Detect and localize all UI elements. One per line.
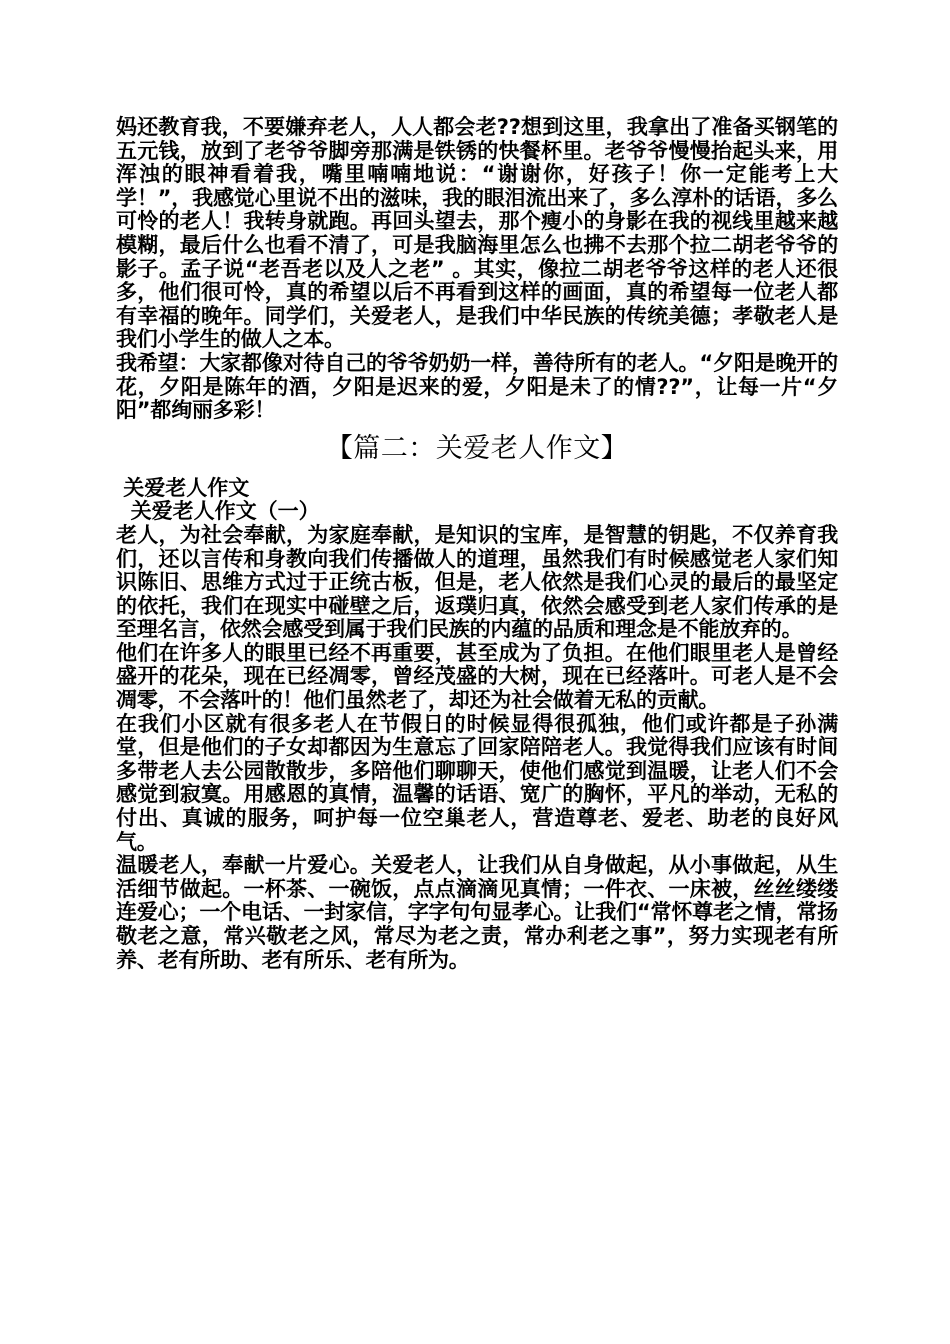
body-paragraph: 我希望：大家都像对待自己的爷爷奶奶一样，善待所有的老人。“夕阳是晚开的花，夕阳是陈年的酒，夕阳是迟来的爱，夕阳是未了的情??”，让每一片“夕阳”都绚丽多彩！ — [116, 350, 838, 423]
body-paragraph: 老人，为社会奉献，为家庭奉献，是知识的宝库，是智慧的钥匙，不仅养育我们，还以言传和身教向我们传播做人的道理，虽然我们有时候感觉老人家们知识陈旧、思维方式过于正统古板，但是，老人依然是我们心灵的最后的最坚定的依托，我们在现实中碰壁之后，返璞归真，依然会感受到老人家们传承的是至理名言，依然会感受到属于我们民族的内蕴的品质和理念是不能放弃的。 — [116, 522, 838, 642]
body-paragraph: 他们在许多人的眼里已经不再重要，甚至成为了负担。在他们眼里老人是曾经盛开的花朵，现在已经凋零，曾经茂盛的大树，现在已经落叶。可老人是不会凋零，不会落叶的！他们虽然老了，却还为社会做着无私的贡献。 — [116, 640, 838, 713]
body-paragraph: 温暖老人，奉献一片爱心。关爱老人，让我们从自身做起，从小事做起，从生活细节做起。一杯茶、一碗饭，点点滴滴见真情；一件衣、一床被，丝丝缕缕连爱心；一个电话、一封家信，字字句句显孝心。让我们“常怀尊老之情，常扬敬老之意，常兴敬老之风，常尽为老之责，常办利老之事”，努力实现老有所养、老有所助、老有所乐、老有所为。 — [116, 853, 838, 972]
essay-heading: 关爱老人作文 — [116, 475, 250, 500]
body-paragraph: 在我们小区就有很多老人在节假日的时候显得很孤独，他们或许都是子孙满堂，但是他们的子女却都因为生意忘了回家陪陪老人。我觉得我们应该有时间多带老人去公园散散步，多陪他们聊聊天，使他们感觉到温暖，让老人们不会感觉到寂寞。用感恩的真情，温馨的话语、宽广的胸怀，平凡的举动，无私的付出、真诚的服务，呵护每一位空巢老人，营造尊老、爱老、助老的良好风气。 — [116, 711, 838, 854]
section-title: 【篇二：关爱老人作文】 — [325, 432, 629, 464]
essay-subheading: 关爱老人作文（一） — [116, 499, 320, 524]
body-paragraph: 妈还教育我，不要嫌弃老人，人人都会老??想到这里，我拿出了准备买钢笔的五元钱，放到了老爷爷脚旁那满是铁锈的快餐杯里。老爷爷慢慢抬起头来，用浑浊的眼神看着我，嘴里喃喃地说：“谢谢你，好孩子！你一定能考上大学！”，我感觉心里说不出的滋味，我的眼泪流出来了，多么淳朴的话语，多么可怜的老人！我转身就跑。再回头望去，那个瘦小的身影在我的视线里越来越模糊，最后什么也看不清了，可是我脑海里怎么也拂不去那个拉二胡老爷爷的影子。孟子说“老吾老以及人之老” 。其实，像拉二胡老爷爷这样的老人还很多，他们很可怜，真的希望以后不再看到这样的画面，真的希望每一位老人都有幸福的晚年。同学们，关爱老人，是我们中华民族的传统美德；孝敬老人是我们小学生的做人之本。 — [116, 115, 838, 352]
document-body — [116, 116, 838, 972]
